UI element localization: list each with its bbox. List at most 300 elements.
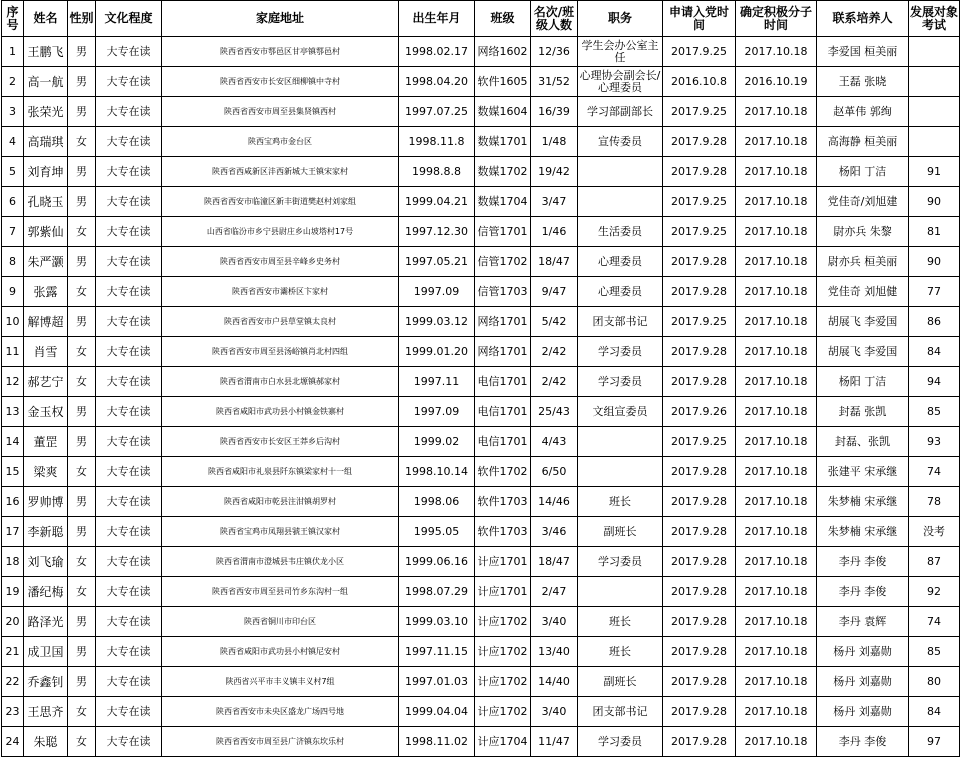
cell-mentor: 张建平 宋承继	[817, 457, 909, 487]
cell-name: 乔鑫钊	[24, 667, 68, 697]
cell-index: 15	[2, 457, 24, 487]
cell-exam: 90	[909, 187, 960, 217]
cell-class: 信管1703	[475, 277, 531, 307]
cell-education: 大专在读	[96, 607, 162, 637]
col-gender-header: 性别	[68, 1, 96, 37]
cell-apply-date: 2017.9.25	[663, 427, 736, 457]
cell-apply-date: 2017.9.25	[663, 187, 736, 217]
cell-apply-date: 2017.9.28	[663, 367, 736, 397]
cell-mentor: 朱梦楠 宋承继	[817, 517, 909, 547]
cell-gender: 女	[68, 217, 96, 247]
cell-education: 大专在读	[96, 547, 162, 577]
member-development-table	[1, 0, 960, 757]
cell-exam: 81	[909, 217, 960, 247]
col-index-header: 序号	[2, 1, 24, 37]
cell-mentor: 李丹 袁辉	[817, 607, 909, 637]
cell-duty	[578, 577, 663, 607]
cell-activist-date: 2017.10.18	[736, 397, 817, 427]
cell-name: 郭紫仙	[24, 217, 68, 247]
cell-gender: 男	[68, 637, 96, 667]
cell-apply-date: 2017.9.26	[663, 397, 736, 427]
cell-class: 网络1602	[475, 37, 531, 67]
cell-mentor: 高海静 桓美丽	[817, 127, 909, 157]
cell-gender: 女	[68, 727, 96, 757]
cell-apply-date: 2017.9.28	[663, 607, 736, 637]
table-row	[2, 337, 960, 367]
cell-rank: 14/40	[531, 667, 578, 697]
cell-exam: 90	[909, 247, 960, 277]
cell-exam: 74	[909, 607, 960, 637]
cell-birth: 1998.06	[399, 487, 475, 517]
cell-activist-date: 2017.10.18	[736, 427, 817, 457]
table-row	[2, 577, 960, 607]
cell-mentor: 李丹 李俊	[817, 577, 909, 607]
cell-education: 大专在读	[96, 637, 162, 667]
cell-activist-date: 2017.10.18	[736, 517, 817, 547]
cell-gender: 女	[68, 697, 96, 727]
cell-education: 大专在读	[96, 157, 162, 187]
cell-rank: 11/47	[531, 727, 578, 757]
cell-birth: 1999.03.12	[399, 307, 475, 337]
cell-name: 李新聪	[24, 517, 68, 547]
cell-address: 陕西省兴平市丰义镇丰义村7组	[162, 667, 399, 697]
cell-apply-date: 2017.9.28	[663, 127, 736, 157]
table-row	[2, 637, 960, 667]
cell-gender: 男	[68, 397, 96, 427]
cell-exam: 86	[909, 307, 960, 337]
cell-apply-date: 2017.9.28	[663, 487, 736, 517]
cell-education: 大专在读	[96, 667, 162, 697]
cell-name: 梁爽	[24, 457, 68, 487]
cell-gender: 男	[68, 247, 96, 277]
cell-education: 大专在读	[96, 517, 162, 547]
cell-birth: 1997.12.30	[399, 217, 475, 247]
cell-activist-date: 2016.10.19	[736, 67, 817, 97]
cell-class: 信管1701	[475, 217, 531, 247]
cell-class: 软件1605	[475, 67, 531, 97]
cell-mentor: 杨阳 丁洁	[817, 157, 909, 187]
cell-exam: 85	[909, 637, 960, 667]
cell-class: 计应1701	[475, 577, 531, 607]
cell-gender: 男	[68, 487, 96, 517]
cell-duty: 学生会办公室主任	[578, 37, 663, 67]
cell-exam	[909, 37, 960, 67]
cell-apply-date: 2017.9.25	[663, 97, 736, 127]
cell-class: 计应1702	[475, 607, 531, 637]
cell-rank: 16/39	[531, 97, 578, 127]
cell-index: 7	[2, 217, 24, 247]
cell-index: 23	[2, 697, 24, 727]
cell-index: 18	[2, 547, 24, 577]
cell-index: 9	[2, 277, 24, 307]
cell-duty: 文组宣委员	[578, 397, 663, 427]
col-address-header: 家庭地址	[162, 1, 399, 37]
cell-birth: 1998.11.02	[399, 727, 475, 757]
cell-gender: 男	[68, 517, 96, 547]
cell-birth: 1998.8.8	[399, 157, 475, 187]
cell-exam	[909, 67, 960, 97]
cell-class: 软件1703	[475, 517, 531, 547]
cell-rank: 1/46	[531, 217, 578, 247]
cell-education: 大专在读	[96, 577, 162, 607]
table-row	[2, 187, 960, 217]
table-row	[2, 367, 960, 397]
cell-birth: 1999.03.10	[399, 607, 475, 637]
cell-duty: 副班长	[578, 667, 663, 697]
cell-mentor: 党佳奇/刘旭建	[817, 187, 909, 217]
cell-class: 计应1702	[475, 637, 531, 667]
cell-class: 电信1701	[475, 367, 531, 397]
cell-activist-date: 2017.10.18	[736, 577, 817, 607]
table-row	[2, 727, 960, 757]
cell-index: 4	[2, 127, 24, 157]
cell-activist-date: 2017.10.18	[736, 37, 817, 67]
cell-mentor: 胡展飞 李爱国	[817, 337, 909, 367]
cell-index: 1	[2, 37, 24, 67]
cell-exam: 77	[909, 277, 960, 307]
cell-mentor: 封磊 张凯	[817, 397, 909, 427]
cell-name: 路泽光	[24, 607, 68, 637]
table-row	[2, 427, 960, 457]
cell-address: 陕西省渭南市白水县北塬镇郝家村	[162, 367, 399, 397]
cell-name: 肖雪	[24, 337, 68, 367]
cell-name: 罗帅博	[24, 487, 68, 517]
cell-mentor: 党佳奇 刘旭健	[817, 277, 909, 307]
cell-class: 数媒1701	[475, 127, 531, 157]
cell-class: 软件1703	[475, 487, 531, 517]
cell-name: 解博超	[24, 307, 68, 337]
col-rank-header: 名次/班级人数	[531, 1, 578, 37]
cell-birth: 1999.01.20	[399, 337, 475, 367]
cell-gender: 女	[68, 367, 96, 397]
cell-gender: 女	[68, 127, 96, 157]
cell-education: 大专在读	[96, 367, 162, 397]
cell-name: 成卫国	[24, 637, 68, 667]
cell-class: 计应1702	[475, 667, 531, 697]
cell-activist-date: 2017.10.18	[736, 367, 817, 397]
cell-class: 数媒1704	[475, 187, 531, 217]
cell-rank: 2/42	[531, 367, 578, 397]
cell-rank: 3/40	[531, 697, 578, 727]
cell-rank: 9/47	[531, 277, 578, 307]
table-row	[2, 97, 960, 127]
cell-mentor: 李爱国 桓美丽	[817, 37, 909, 67]
cell-duty: 学习部副部长	[578, 97, 663, 127]
cell-class: 信管1702	[475, 247, 531, 277]
cell-mentor: 杨丹 刘嘉勋	[817, 667, 909, 697]
cell-mentor: 杨丹 刘嘉勋	[817, 637, 909, 667]
cell-rank: 12/36	[531, 37, 578, 67]
table-row	[2, 217, 960, 247]
cell-address: 陕西省渭南市澄城县韦庄镇伏龙小区	[162, 547, 399, 577]
cell-activist-date: 2017.10.18	[736, 637, 817, 667]
cell-birth: 1995.05	[399, 517, 475, 547]
cell-mentor: 尉亦兵 桓美丽	[817, 247, 909, 277]
cell-class: 计应1702	[475, 697, 531, 727]
col-duty-header: 职务	[578, 1, 663, 37]
col-mentor-header: 联系培养人	[817, 1, 909, 37]
cell-class: 电信1701	[475, 427, 531, 457]
cell-rank: 19/42	[531, 157, 578, 187]
cell-index: 3	[2, 97, 24, 127]
cell-birth: 1997.01.03	[399, 667, 475, 697]
cell-apply-date: 2017.9.28	[663, 667, 736, 697]
cell-duty: 副班长	[578, 517, 663, 547]
cell-activist-date: 2017.10.18	[736, 607, 817, 637]
cell-duty: 班长	[578, 607, 663, 637]
cell-birth: 1998.02.17	[399, 37, 475, 67]
cell-exam: 87	[909, 547, 960, 577]
cell-activist-date: 2017.10.18	[736, 127, 817, 157]
cell-class: 计应1704	[475, 727, 531, 757]
cell-gender: 男	[68, 667, 96, 697]
cell-index: 14	[2, 427, 24, 457]
table-row	[2, 127, 960, 157]
col-apply-date-header: 申请入党时间	[663, 1, 736, 37]
cell-exam: 74	[909, 457, 960, 487]
cell-apply-date: 2016.10.8	[663, 67, 736, 97]
cell-duty	[578, 427, 663, 457]
cell-gender: 女	[68, 457, 96, 487]
cell-index: 10	[2, 307, 24, 337]
cell-exam: 84	[909, 337, 960, 367]
col-birth-header: 出生年月	[399, 1, 475, 37]
cell-education: 大专在读	[96, 277, 162, 307]
cell-apply-date: 2017.9.28	[663, 637, 736, 667]
cell-activist-date: 2017.10.18	[736, 487, 817, 517]
cell-rank: 4/43	[531, 427, 578, 457]
cell-birth: 1998.04.20	[399, 67, 475, 97]
cell-mentor: 李丹 李俊	[817, 547, 909, 577]
cell-rank: 3/46	[531, 517, 578, 547]
cell-duty: 心理委员	[578, 247, 663, 277]
cell-exam: 94	[909, 367, 960, 397]
cell-index: 17	[2, 517, 24, 547]
cell-address: 陕西省咸阳市乾县注泔镇胡罗村	[162, 487, 399, 517]
cell-mentor: 朱梦楠 宋承继	[817, 487, 909, 517]
cell-class: 网络1701	[475, 307, 531, 337]
cell-activist-date: 2017.10.18	[736, 547, 817, 577]
table-row	[2, 517, 960, 547]
cell-activist-date: 2017.10.18	[736, 217, 817, 247]
cell-mentor: 封磊、张凯	[817, 427, 909, 457]
cell-gender: 男	[68, 67, 96, 97]
cell-education: 大专在读	[96, 127, 162, 157]
cell-index: 8	[2, 247, 24, 277]
cell-name: 张露	[24, 277, 68, 307]
cell-birth: 1999.04.04	[399, 697, 475, 727]
cell-exam: 91	[909, 157, 960, 187]
cell-rank: 2/42	[531, 337, 578, 367]
cell-birth: 1997.09	[399, 277, 475, 307]
cell-rank: 2/47	[531, 577, 578, 607]
cell-address: 陕西宝鸡市金台区	[162, 127, 399, 157]
cell-name: 刘飞瑜	[24, 547, 68, 577]
cell-name: 朱聪	[24, 727, 68, 757]
cell-education: 大专在读	[96, 247, 162, 277]
cell-name: 郝艺宁	[24, 367, 68, 397]
cell-index: 19	[2, 577, 24, 607]
cell-apply-date: 2017.9.28	[663, 547, 736, 577]
table-row	[2, 547, 960, 577]
cell-rank: 3/40	[531, 607, 578, 637]
cell-activist-date: 2017.10.18	[736, 157, 817, 187]
cell-address: 陕西省咸阳市武功县小村镇尼安村	[162, 637, 399, 667]
cell-apply-date: 2017.9.28	[663, 577, 736, 607]
cell-exam: 93	[909, 427, 960, 457]
cell-duty: 学习委员	[578, 337, 663, 367]
cell-education: 大专在读	[96, 307, 162, 337]
cell-name: 刘育坤	[24, 157, 68, 187]
cell-duty: 学习委员	[578, 547, 663, 577]
cell-exam: 85	[909, 397, 960, 427]
cell-address: 陕西省西安市周至县广济镇东坎乐村	[162, 727, 399, 757]
table-body	[2, 37, 960, 757]
cell-apply-date: 2017.9.28	[663, 277, 736, 307]
cell-activist-date: 2017.10.18	[736, 457, 817, 487]
cell-rank: 31/52	[531, 67, 578, 97]
cell-education: 大专在读	[96, 217, 162, 247]
cell-index: 11	[2, 337, 24, 367]
cell-index: 24	[2, 727, 24, 757]
table-row	[2, 157, 960, 187]
cell-class: 数媒1702	[475, 157, 531, 187]
cell-birth: 1998.10.14	[399, 457, 475, 487]
cell-education: 大专在读	[96, 427, 162, 457]
cell-name: 潘纪梅	[24, 577, 68, 607]
cell-education: 大专在读	[96, 727, 162, 757]
table-row	[2, 697, 960, 727]
cell-apply-date: 2017.9.25	[663, 307, 736, 337]
cell-address: 陕西省西安市临潼区新丰街道樊赵村刘家组	[162, 187, 399, 217]
cell-apply-date: 2017.9.28	[663, 517, 736, 547]
cell-education: 大专在读	[96, 337, 162, 367]
cell-activist-date: 2017.10.18	[736, 307, 817, 337]
cell-address: 陕西省西安市周至县集贤镇西村	[162, 97, 399, 127]
cell-address: 陕西省西安市灞桥区卞家村	[162, 277, 399, 307]
table-row	[2, 487, 960, 517]
table-row	[2, 397, 960, 427]
cell-activist-date: 2017.10.18	[736, 277, 817, 307]
cell-name: 王思齐	[24, 697, 68, 727]
cell-gender: 男	[68, 97, 96, 127]
cell-apply-date: 2017.9.28	[663, 727, 736, 757]
cell-exam: 97	[909, 727, 960, 757]
cell-class: 数媒1604	[475, 97, 531, 127]
cell-mentor: 杨丹 刘嘉勋	[817, 697, 909, 727]
cell-activist-date: 2017.10.18	[736, 697, 817, 727]
cell-address: 陕西省宝鸡市凤翔县虢王镇汉家村	[162, 517, 399, 547]
cell-duty: 心理委员	[578, 277, 663, 307]
cell-index: 13	[2, 397, 24, 427]
cell-gender: 女	[68, 547, 96, 577]
cell-apply-date: 2017.9.28	[663, 457, 736, 487]
cell-education: 大专在读	[96, 187, 162, 217]
cell-name: 张荣光	[24, 97, 68, 127]
cell-gender: 男	[68, 187, 96, 217]
table-row	[2, 67, 960, 97]
cell-activist-date: 2017.10.18	[736, 337, 817, 367]
table-row	[2, 247, 960, 277]
cell-duty	[578, 457, 663, 487]
cell-apply-date: 2017.9.28	[663, 157, 736, 187]
cell-exam	[909, 97, 960, 127]
col-class-header: 班级	[475, 1, 531, 37]
cell-birth: 1997.09	[399, 397, 475, 427]
cell-address: 陕西省西安市户县草堂镇太良村	[162, 307, 399, 337]
cell-name: 高一航	[24, 67, 68, 97]
cell-index: 21	[2, 637, 24, 667]
cell-rank: 6/50	[531, 457, 578, 487]
table-row	[2, 277, 960, 307]
cell-education: 大专在读	[96, 457, 162, 487]
cell-duty: 班长	[578, 637, 663, 667]
col-education-header: 文化程度	[96, 1, 162, 37]
cell-address: 陕西省西安市长安区王莽乡后沟村	[162, 427, 399, 457]
cell-birth: 1999.02	[399, 427, 475, 457]
cell-mentor: 王磊 张晓	[817, 67, 909, 97]
cell-gender: 女	[68, 337, 96, 367]
cell-activist-date: 2017.10.18	[736, 247, 817, 277]
cell-birth: 1997.07.25	[399, 97, 475, 127]
cell-index: 6	[2, 187, 24, 217]
cell-birth: 1997.05.21	[399, 247, 475, 277]
cell-gender: 男	[68, 307, 96, 337]
cell-gender: 男	[68, 607, 96, 637]
cell-name: 高瑞琪	[24, 127, 68, 157]
cell-activist-date: 2017.10.18	[736, 727, 817, 757]
cell-mentor: 胡展飞 李爱国	[817, 307, 909, 337]
cell-apply-date: 2017.9.25	[663, 217, 736, 247]
cell-index: 22	[2, 667, 24, 697]
cell-duty: 班长	[578, 487, 663, 517]
cell-exam: 84	[909, 697, 960, 727]
table-row	[2, 307, 960, 337]
cell-index: 2	[2, 67, 24, 97]
cell-duty: 团支部书记	[578, 697, 663, 727]
cell-name: 金玉权	[24, 397, 68, 427]
table-row	[2, 37, 960, 67]
cell-address: 陕西省西安市周至县辛峰乡史务村	[162, 247, 399, 277]
table-row	[2, 607, 960, 637]
cell-name: 董罡	[24, 427, 68, 457]
cell-gender: 女	[68, 577, 96, 607]
cell-class: 电信1701	[475, 397, 531, 427]
cell-address: 陕西省咸阳市礼泉县阡东镇梁家村十一组	[162, 457, 399, 487]
cell-rank: 18/47	[531, 247, 578, 277]
cell-rank: 5/42	[531, 307, 578, 337]
cell-exam: 92	[909, 577, 960, 607]
header-row	[2, 1, 960, 37]
cell-mentor: 杨阳 丁洁	[817, 367, 909, 397]
cell-index: 16	[2, 487, 24, 517]
cell-birth: 1998.11.8	[399, 127, 475, 157]
cell-rank: 1/48	[531, 127, 578, 157]
cell-address: 陕西省西安市未央区盛龙广场四号地	[162, 697, 399, 727]
cell-exam: 78	[909, 487, 960, 517]
cell-birth: 1999.04.21	[399, 187, 475, 217]
cell-name: 王鹏飞	[24, 37, 68, 67]
cell-address: 陕西省铜川市印台区	[162, 607, 399, 637]
cell-duty: 宣传委员	[578, 127, 663, 157]
cell-address: 陕西省西咸新区沣西新城大王镇宋家村	[162, 157, 399, 187]
cell-activist-date: 2017.10.18	[736, 187, 817, 217]
col-name-header: 姓名	[24, 1, 68, 37]
cell-address: 山西省临汾市乡宁县尉庄乡山坡塔村17号	[162, 217, 399, 247]
col-activist-date-header: 确定积极分子时间	[736, 1, 817, 37]
cell-education: 大专在读	[96, 37, 162, 67]
cell-class: 计应1701	[475, 547, 531, 577]
